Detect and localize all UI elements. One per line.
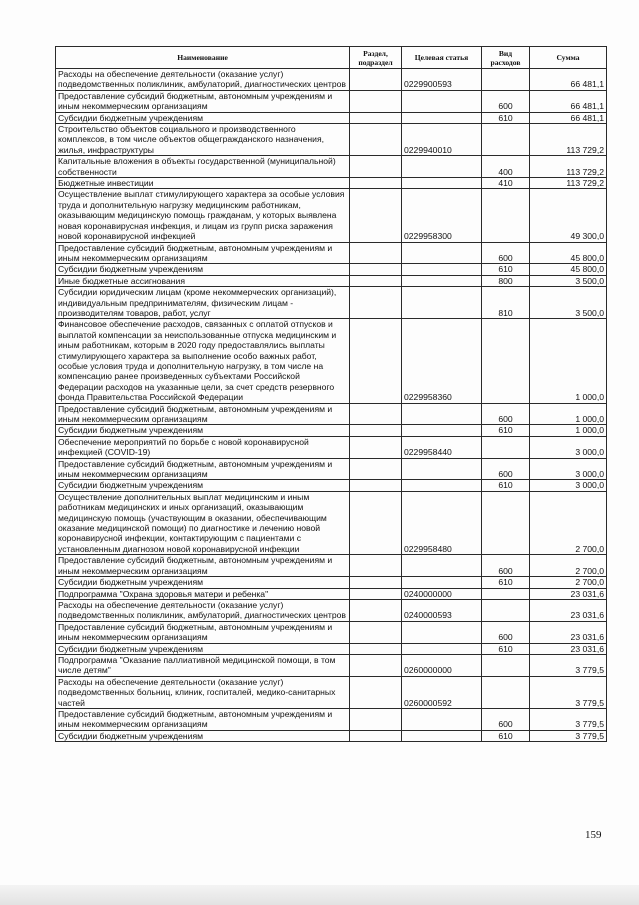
table-row [56, 643, 607, 654]
cell-name: Субсидии бюджетным учреждениям [56, 730, 350, 741]
cell-sum: 23 031,6 [530, 621, 607, 643]
table-row [56, 491, 607, 554]
cell-target [402, 643, 482, 654]
cell-sum: 113 729,2 [530, 178, 607, 189]
cell-type: 600 [482, 708, 530, 730]
table-row [56, 676, 607, 708]
cell-name: Финансовое обеспечение расходов, связанных с оплатой отпусков и выплатой компенсации за неиспользованные отпуска медицинским и иным работникам, которым в 2020 году предоставлялись выплаты стимулирующего характера за выполнение особо важных работ, особые условия труда и дополнительную нагрузку, в том числе на компенсацию ранее произведенных субъектами Российской Федерации расходов на указанные цели, за счет средств резервного фонда Правительства Российской Федерации [56, 319, 350, 403]
cell-section [350, 730, 402, 741]
cell-section [350, 555, 402, 577]
cell-type [482, 189, 530, 242]
cell-section [350, 654, 402, 676]
cell-name: Субсидии бюджетным учреждениям [56, 425, 350, 436]
cell-target [402, 708, 482, 730]
cell-target [402, 242, 482, 264]
table-row [56, 436, 607, 458]
cell-name: Предоставление субсидий бюджетным, автономным учреждениям и иным некоммерческим организациям [56, 708, 350, 730]
cell-type [482, 436, 530, 458]
cell-sum: 45 800,0 [530, 242, 607, 264]
cell-target: 0260000592 [402, 676, 482, 708]
cell-sum: 1 000,0 [530, 319, 607, 403]
cell-type: 610 [482, 425, 530, 436]
cell-name: Осуществление дополнительных выплат медицинским и иным работникам медицинских и иных организаций, оказывающим медицинскую помощь (участвующим в оказании, обеспечивающим оказание медицинской помощи) по диагностике и лечению новой коронавирусной инфекции, контактирующим с пациентами с установленным диагнозом новой коронавирусной инфекции [56, 491, 350, 554]
cell-name: Субсидии юридическим лицам (кроме некоммерческих организаций), индивидуальным предпринимателям, физическим лицам - производителям товаров, работ, услуг [56, 287, 350, 319]
cell-section [350, 242, 402, 264]
cell-target: 0229958480 [402, 491, 482, 554]
cell-name: Строительство объектов социального и производственного комплексов, в том числе объектов общегражданского назначения, жилья, инфраструктуры [56, 124, 350, 156]
cell-name: Подпрограмма "Охрана здоровья матери и ребенка" [56, 588, 350, 599]
cell-type: 410 [482, 178, 530, 189]
cell-name: Предоставление субсидий бюджетным, автономным учреждениям и иным некоммерческим организациям [56, 90, 350, 112]
cell-section [350, 124, 402, 156]
table-row [56, 480, 607, 491]
cell-sum: 2 700,0 [530, 491, 607, 554]
cell-type: 800 [482, 275, 530, 286]
header-section: Раздел, подраздел [350, 47, 402, 69]
cell-sum: 3 500,0 [530, 287, 607, 319]
cell-target: 0229940010 [402, 124, 482, 156]
cell-target [402, 287, 482, 319]
table-row [56, 124, 607, 156]
cell-type: 610 [482, 480, 530, 491]
cell-type [482, 654, 530, 676]
cell-target [402, 458, 482, 480]
cell-name: Субсидии бюджетным учреждениям [56, 264, 350, 275]
cell-type: 600 [482, 458, 530, 480]
cell-section [350, 621, 402, 643]
cell-target: 0229900593 [402, 69, 482, 91]
cell-section [350, 319, 402, 403]
cell-name: Субсидии бюджетным учреждениям [56, 643, 350, 654]
table-row [56, 264, 607, 275]
cell-section [350, 480, 402, 491]
cell-target: 0229958440 [402, 436, 482, 458]
cell-type: 600 [482, 403, 530, 425]
cell-type: 610 [482, 730, 530, 741]
cell-sum: 3 000,0 [530, 436, 607, 458]
header-target: Целевая статья [402, 47, 482, 69]
cell-sum: 2 700,0 [530, 555, 607, 577]
cell-name: Предоставление субсидий бюджетным, автономным учреждениям и иным некоммерческим организациям [56, 555, 350, 577]
cell-section [350, 275, 402, 286]
header-name: Наименование [56, 47, 350, 69]
cell-section [350, 577, 402, 588]
table-row [56, 275, 607, 286]
cell-target: 0240000593 [402, 599, 482, 621]
cell-name: Подпрограмма "Оказание паллиативной медицинской помощи, в том числе детям" [56, 654, 350, 676]
table-row [56, 403, 607, 425]
table-row [56, 588, 607, 599]
cell-type [482, 676, 530, 708]
cell-target [402, 730, 482, 741]
cell-type: 610 [482, 264, 530, 275]
table-row [56, 112, 607, 123]
cell-sum: 66 481,1 [530, 112, 607, 123]
scan-edge [0, 885, 639, 905]
cell-sum: 3 000,0 [530, 480, 607, 491]
cell-target [402, 621, 482, 643]
cell-name: Субсидии бюджетным учреждениям [56, 480, 350, 491]
cell-name: Расходы на обеспечение деятельности (оказание услуг) подведомственных поликлиник, амбулаторий, диагностических центров [56, 69, 350, 91]
header-sum: Сумма [530, 47, 607, 69]
cell-target [402, 403, 482, 425]
cell-section [350, 90, 402, 112]
cell-type: 610 [482, 643, 530, 654]
cell-type: 600 [482, 555, 530, 577]
cell-section [350, 264, 402, 275]
cell-type [482, 124, 530, 156]
cell-name: Расходы на обеспечение деятельности (оказание услуг) подведомственных поликлиник, амбулаторий, диагностических центров [56, 599, 350, 621]
cell-sum: 45 800,0 [530, 264, 607, 275]
cell-name: Субсидии бюджетным учреждениям [56, 577, 350, 588]
cell-section [350, 491, 402, 554]
cell-target: 0240000000 [402, 588, 482, 599]
cell-name: Предоставление субсидий бюджетным, автономным учреждениям и иным некоммерческим организациям [56, 458, 350, 480]
table-header [56, 47, 607, 69]
cell-sum: 66 481,1 [530, 69, 607, 91]
cell-type [482, 599, 530, 621]
cell-section [350, 112, 402, 123]
cell-sum: 23 031,6 [530, 599, 607, 621]
cell-target [402, 90, 482, 112]
cell-section [350, 708, 402, 730]
cell-target [402, 112, 482, 123]
table-row [56, 654, 607, 676]
cell-type [482, 491, 530, 554]
cell-target: 0229958300 [402, 189, 482, 242]
cell-section [350, 178, 402, 189]
table-row [56, 577, 607, 588]
cell-target [402, 156, 482, 178]
cell-sum: 3 779,5 [530, 654, 607, 676]
cell-type: 600 [482, 242, 530, 264]
cell-sum: 1 000,0 [530, 425, 607, 436]
cell-name: Расходы на обеспечение деятельности (оказание услуг) подведомственных больниц, клиник, госпиталей, медико-санитарных частей [56, 676, 350, 708]
cell-target [402, 577, 482, 588]
cell-name: Субсидии бюджетным учреждениям [56, 112, 350, 123]
cell-type [482, 69, 530, 91]
cell-section [350, 458, 402, 480]
cell-name: Предоставление субсидий бюджетным, автономным учреждениям и иным некоммерческим организациям [56, 403, 350, 425]
cell-section [350, 436, 402, 458]
cell-target: 0229958360 [402, 319, 482, 403]
table-row [56, 242, 607, 264]
table-row [56, 599, 607, 621]
cell-type [482, 588, 530, 599]
table-row [56, 458, 607, 480]
budget-table [55, 46, 607, 742]
header-type: Вид расходов [482, 47, 530, 69]
cell-section [350, 643, 402, 654]
cell-name: Предоставление субсидий бюджетным, автономным учреждениям и иным некоммерческим организациям [56, 242, 350, 264]
cell-name: Бюджетные инвестиции [56, 178, 350, 189]
cell-sum: 3 779,5 [530, 676, 607, 708]
cell-target: 0260000000 [402, 654, 482, 676]
cell-sum: 2 700,0 [530, 577, 607, 588]
table-row [56, 621, 607, 643]
table-row [56, 730, 607, 741]
cell-target [402, 178, 482, 189]
cell-target [402, 480, 482, 491]
table-row [56, 287, 607, 319]
cell-target [402, 264, 482, 275]
cell-sum: 3 000,0 [530, 458, 607, 480]
table-body [56, 69, 607, 742]
cell-type: 610 [482, 112, 530, 123]
cell-section [350, 69, 402, 91]
header-row [56, 47, 607, 69]
cell-type: 610 [482, 577, 530, 588]
cell-type [482, 319, 530, 403]
cell-section [350, 403, 402, 425]
cell-target [402, 425, 482, 436]
cell-sum: 3 779,5 [530, 708, 607, 730]
table-row [56, 189, 607, 242]
cell-section [350, 425, 402, 436]
cell-section [350, 676, 402, 708]
cell-name: Иные бюджетные ассигнования [56, 275, 350, 286]
cell-type: 600 [482, 90, 530, 112]
cell-section [350, 287, 402, 319]
cell-sum: 1 000,0 [530, 403, 607, 425]
cell-name: Осуществление выплат стимулирующего характера за особые условия труда и дополнительную нагрузку медицинским работникам, оказывающим медицинскую помощь гражданам, у которых выявлена новая коронавирусная инфекция, и лицам из групп риска заражения новой коронавирусной инфекцией [56, 189, 350, 242]
page-number: 159 [585, 829, 602, 841]
table-row [56, 319, 607, 403]
cell-target [402, 555, 482, 577]
table-row [56, 708, 607, 730]
table-row [56, 69, 607, 91]
cell-type: 810 [482, 287, 530, 319]
cell-sum: 23 031,6 [530, 643, 607, 654]
cell-type: 400 [482, 156, 530, 178]
cell-sum: 66 481,1 [530, 90, 607, 112]
table-row [56, 156, 607, 178]
table-row [56, 178, 607, 189]
table-row [56, 425, 607, 436]
cell-type: 600 [482, 621, 530, 643]
cell-section [350, 599, 402, 621]
cell-sum: 23 031,6 [530, 588, 607, 599]
cell-section [350, 156, 402, 178]
cell-section [350, 588, 402, 599]
cell-sum: 113 729,2 [530, 124, 607, 156]
cell-section [350, 189, 402, 242]
cell-sum: 3 779,5 [530, 730, 607, 741]
cell-name: Предоставление субсидий бюджетным, автономным учреждениям и иным некоммерческим организациям [56, 621, 350, 643]
cell-sum: 113 729,2 [530, 156, 607, 178]
cell-sum: 49 300,0 [530, 189, 607, 242]
table-row [56, 90, 607, 112]
cell-name: Обеспечение мероприятий по борьбе с новой коронавирусной инфекцией (COVID-19) [56, 436, 350, 458]
table-row [56, 555, 607, 577]
cell-sum: 3 500,0 [530, 275, 607, 286]
cell-name: Капитальные вложения в объекты государственной (муниципальной) собственности [56, 156, 350, 178]
cell-target [402, 275, 482, 286]
